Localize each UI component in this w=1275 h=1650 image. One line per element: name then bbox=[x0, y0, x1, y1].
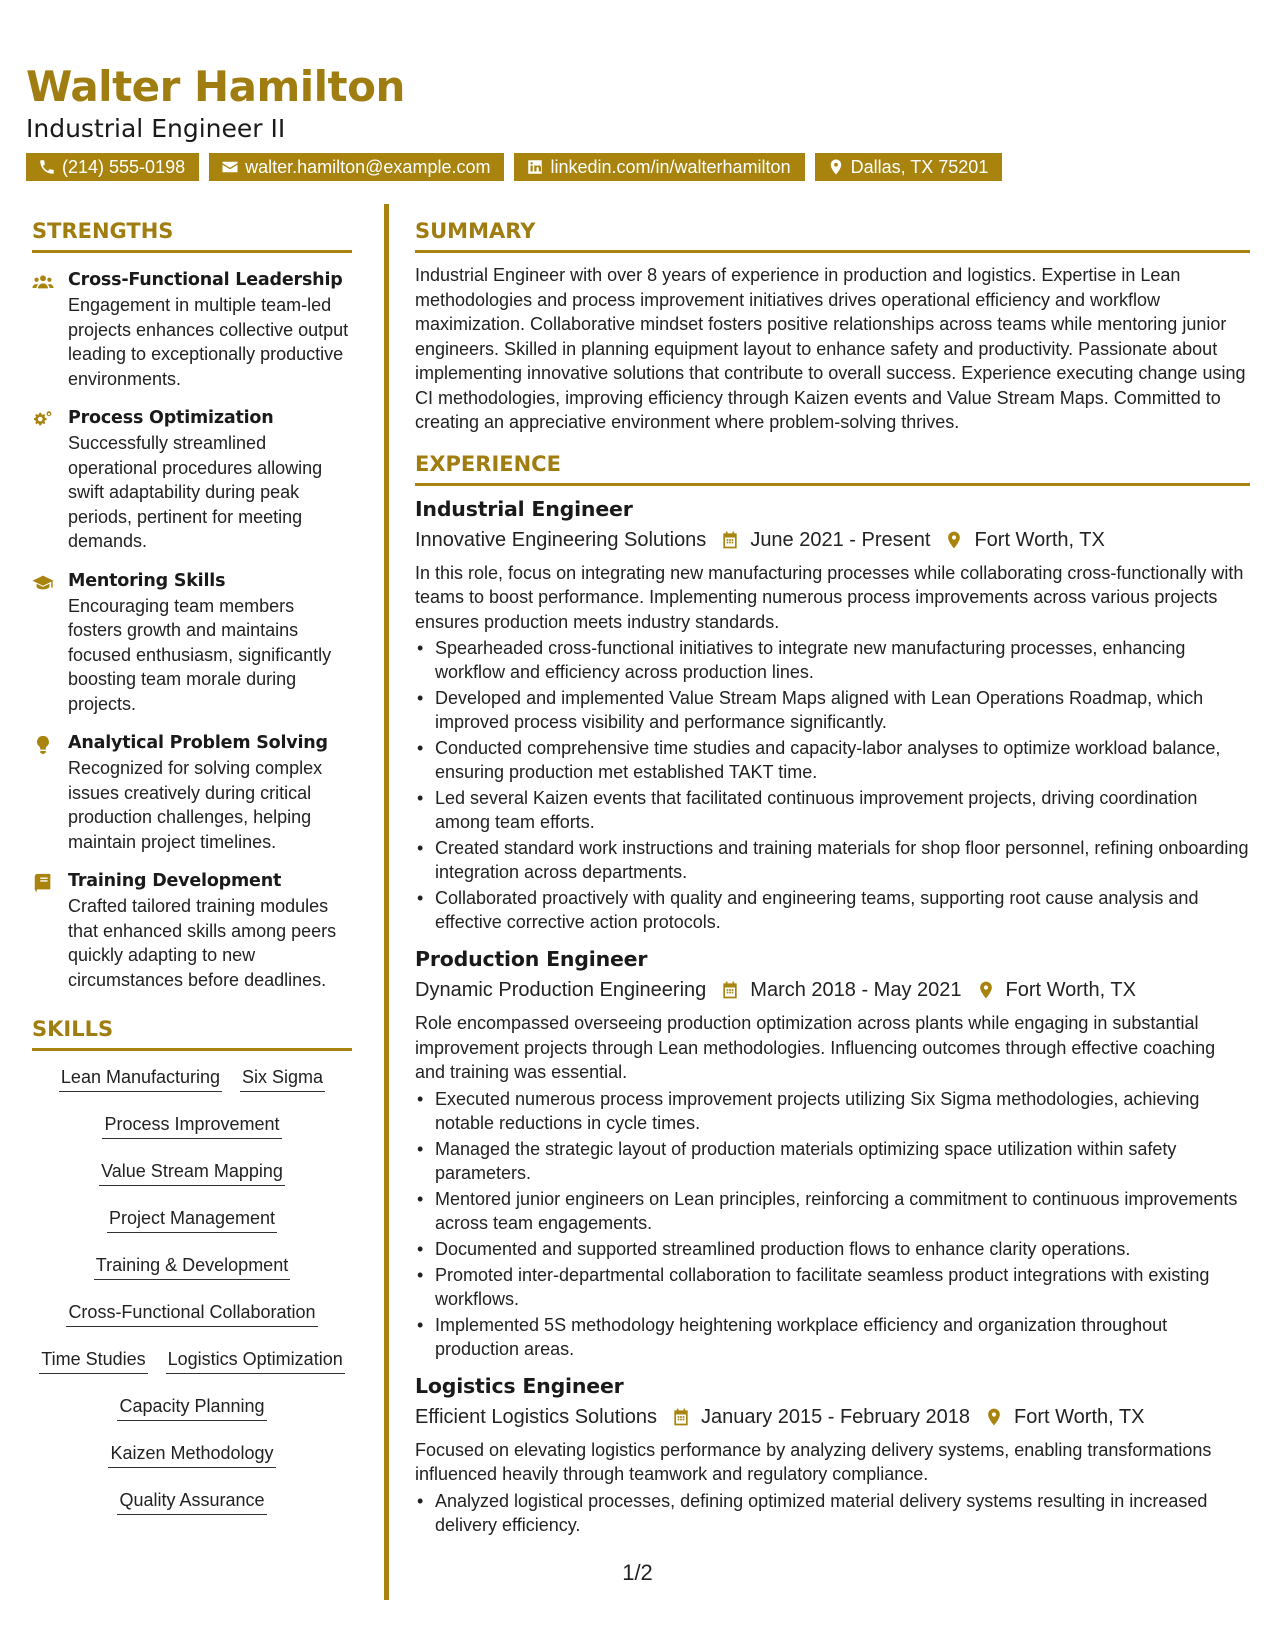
candidate-name: Walter Hamilton bbox=[26, 62, 405, 111]
right-column bbox=[415, 216, 1250, 1539]
envelope-icon bbox=[221, 158, 239, 176]
list-item: • Promoted inter-departmental collaboration to facilitate seamless product integrations with existing workflows. bbox=[415, 1263, 1250, 1311]
list-item: • Spearheaded cross-functional initiatives to integrate new manufacturing processes, enhancing workflow and efficiency across production lines. bbox=[415, 636, 1250, 684]
list-item: • Led several Kaizen events that facilitated continuous improvement projects, driving coordination among team efforts. bbox=[415, 786, 1250, 834]
gears-icon bbox=[32, 409, 54, 431]
job-title: Industrial Engineer bbox=[415, 496, 633, 521]
strength-description: Engagement in multiple team-led projects enhances collective output leading to exceptionally productive environments. bbox=[68, 295, 349, 389]
job-meta bbox=[415, 975, 1250, 1005]
contact-bar bbox=[26, 153, 1002, 181]
resume-header bbox=[26, 62, 1246, 146]
contact-text: walter.hamilton@example.com bbox=[245, 157, 491, 177]
lightbulb-icon bbox=[32, 734, 54, 756]
strength-description: Successfully streamlined operational procedures allowing swift adaptability during peak periods, pertinent for meeting demands. bbox=[68, 433, 323, 551]
strength-name: Cross-Functional Leadership bbox=[68, 270, 343, 290]
skill-tag: Quality Assurance bbox=[117, 1488, 266, 1515]
calendar-icon bbox=[720, 980, 740, 1000]
users-icon bbox=[32, 271, 54, 293]
list-item: • Managed the strategic layout of production materials optimizing space utilization within safety parameters. bbox=[415, 1137, 1250, 1185]
strength-item bbox=[32, 868, 352, 992]
job-company: Innovative Engineering Solutions bbox=[415, 528, 707, 551]
skills-section bbox=[32, 1014, 352, 1515]
calendar-icon bbox=[720, 530, 740, 550]
linkedin-icon bbox=[526, 158, 544, 176]
job-location: Fort Worth, TX bbox=[1014, 1405, 1145, 1428]
job-entry bbox=[415, 944, 1250, 1361]
strength-item bbox=[32, 267, 352, 391]
list-item: • Created standard work instructions and training materials for shop floor personnel, refining onboarding integration across departments. bbox=[415, 836, 1250, 884]
strengths-section bbox=[32, 216, 352, 992]
phone-icon bbox=[38, 158, 56, 176]
job-bullets bbox=[415, 1087, 1250, 1361]
section-rule bbox=[415, 483, 1250, 486]
experience-heading: EXPERIENCE bbox=[415, 451, 561, 476]
job-title: Logistics Engineer bbox=[415, 1373, 624, 1398]
strength-item bbox=[32, 568, 352, 717]
contact-phone[interactable] bbox=[26, 153, 199, 181]
skill-tag: Training & Development bbox=[94, 1253, 290, 1280]
list-item: • Documented and supported streamlined production flows to enhance clarity operations. bbox=[415, 1237, 1250, 1261]
contact-text: (214) 555-0198 bbox=[62, 157, 186, 177]
skill-tag: Logistics Optimization bbox=[166, 1347, 345, 1374]
column-divider bbox=[384, 204, 389, 1600]
job-description: In this role, focus on integrating new manufacturing processes while collaborating cross-functionally with teams to boost performance. Implementing numerous process improvements across various projects ensures production meets industry standards. bbox=[415, 562, 1244, 632]
map-pin-icon bbox=[976, 980, 996, 1000]
contact-text: Dallas, TX 75201 bbox=[850, 157, 989, 177]
job-entry bbox=[415, 494, 1250, 935]
list-item: • Conducted comprehensive time studies and capacity-labor analyses to optimize workload balance, ensuring production met established TAKT time. bbox=[415, 736, 1250, 784]
map-pin-icon bbox=[984, 1407, 1004, 1427]
list-item: • Implemented 5S methodology heightening workplace efficiency and organization throughout production areas. bbox=[415, 1313, 1250, 1361]
job-location: Fort Worth, TX bbox=[974, 528, 1105, 551]
skill-tag: Cross-Functional Collaboration bbox=[66, 1300, 317, 1327]
skill-tag: Time Studies bbox=[39, 1347, 147, 1374]
candidate-title: Industrial Engineer II bbox=[26, 114, 286, 143]
section-rule bbox=[32, 1048, 352, 1051]
list-item: • Analyzed logistical processes, defining optimized material delivery systems resulting in increased delivery efficiency. bbox=[415, 1489, 1250, 1537]
skill-tag: Project Management bbox=[107, 1206, 277, 1233]
contact-text: linkedin.com/in/walterhamilton bbox=[550, 157, 791, 177]
skills-heading: SKILLS bbox=[32, 1017, 114, 1041]
job-dates: January 2015 - February 2018 bbox=[700, 1405, 971, 1428]
job-description: Focused on elevating logistics performance by analyzing delivery systems, enabling transformations influenced heavily through teamwork and regulatory compliance. bbox=[415, 1439, 1212, 1484]
skill-tag: Kaizen Methodology bbox=[108, 1441, 275, 1468]
strength-name: Mentoring Skills bbox=[68, 570, 226, 591]
skill-tag: Value Stream Mapping bbox=[99, 1159, 285, 1186]
strength-description: Recognized for solving complex issues creatively during critical production challenges, helping maintain project timelines. bbox=[68, 758, 323, 852]
strength-item bbox=[32, 730, 352, 854]
left-column bbox=[32, 216, 352, 1515]
summary-heading: SUMMARY bbox=[415, 219, 536, 243]
section-rule bbox=[415, 250, 1250, 253]
job-title: Production Engineer bbox=[415, 947, 648, 971]
skill-tag: Process Improvement bbox=[102, 1112, 281, 1139]
map-pin-icon bbox=[827, 158, 845, 176]
job-description: Role encompassed overseeing production optimization across plants while engaging in substantial improvement projects through Lean methodologies. Influencing outcomes through effective coaching and training was essential. bbox=[415, 1013, 1216, 1082]
strength-description: Encouraging team members fosters growth and maintains focused enthusiasm, significantly boosting team morale during projects. bbox=[68, 595, 332, 714]
list-item: • Collaborated proactively with quality and engineering teams, supporting root cause analysis and effective corrective action protocols. bbox=[415, 886, 1250, 934]
summary-section bbox=[415, 216, 1250, 435]
experience-section bbox=[415, 449, 1250, 1537]
section-rule bbox=[32, 250, 352, 253]
job-meta bbox=[415, 525, 1250, 555]
job-location: Fort Worth, TX bbox=[1005, 979, 1136, 1001]
skill-tag: Lean Manufacturing bbox=[59, 1065, 222, 1092]
job-dates: June 2021 - Present bbox=[750, 528, 931, 551]
page-number: 1/2 bbox=[622, 1560, 653, 1585]
strength-name: Analytical Problem Solving bbox=[68, 733, 328, 753]
skill-tag: Capacity Planning bbox=[117, 1394, 266, 1421]
skills-list bbox=[32, 1065, 352, 1515]
job-meta bbox=[415, 1402, 1250, 1432]
skill-tag: Six Sigma bbox=[240, 1065, 325, 1092]
list-item: • Developed and implemented Value Stream Maps aligned with Lean Operations Roadmap, which improved process visibility and performance significantly. bbox=[415, 686, 1250, 734]
summary-text: Industrial Engineer with over 8 years of experience in production and logistics. Expertise in Lean methodologies and process improvement initiatives drives operational efficiency and workflow maximization. Collaborative mindset fosters positive relationships across teams while mentoring junior engineers. Skilled in planning equipment layout to enhance safety and productivity. Passionate about implementing innovative solutions that contribute to overall success. Experience executing change using CI methodologies, improving efficiency through Kaizen events and Value Stream Maps. Committed to creating an appreciative environment where problem-solving thrives. bbox=[415, 265, 1246, 432]
list-item: • Mentored junior engineers on Lean principles, reinforcing a commitment to continuous improvements across team engagements. bbox=[415, 1187, 1250, 1235]
strength-name: Process Optimization bbox=[68, 408, 274, 428]
job-dates: March 2018 - May 2021 bbox=[750, 979, 962, 1001]
strength-name: Training Development bbox=[68, 871, 282, 891]
strength-description: Crafted tailored training modules that enhanced skills among peers quickly adapting to new circumstances before deadlines. bbox=[68, 896, 337, 990]
contact-location[interactable] bbox=[815, 153, 1003, 181]
contact-email[interactable] bbox=[209, 153, 504, 181]
job-entry bbox=[415, 1371, 1250, 1537]
job-company: Dynamic Production Engineering bbox=[415, 979, 707, 1001]
map-pin-icon bbox=[944, 530, 964, 550]
strengths-heading: STRENGTHS bbox=[32, 219, 174, 243]
book-icon bbox=[32, 872, 54, 894]
job-bullets bbox=[415, 636, 1250, 934]
strength-item bbox=[32, 405, 352, 554]
graduation-cap-icon bbox=[32, 572, 54, 594]
calendar-icon bbox=[671, 1407, 691, 1427]
job-bullets bbox=[415, 1489, 1250, 1537]
contact-linkedin[interactable] bbox=[514, 153, 804, 181]
list-item: • Executed numerous process improvement projects utilizing Six Sigma methodologies, achieving notable reductions in cycle times. bbox=[415, 1087, 1250, 1135]
job-company: Efficient Logistics Solutions bbox=[415, 1405, 657, 1428]
